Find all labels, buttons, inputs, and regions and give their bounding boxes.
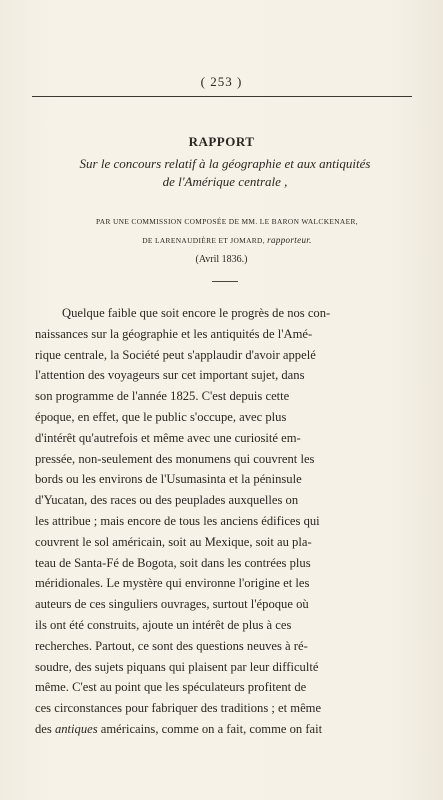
commission-line-2 (42, 231, 412, 250)
commission-credit (42, 213, 412, 250)
body-line: soudre, des sujets piquans qui plaisent par leur difficulté (35, 659, 319, 674)
body-line: pressée, non-seulement des monumens qui couvrent les (35, 451, 315, 466)
last-line-end: américains, comme on a fait, comme on fait (97, 721, 323, 736)
header-rule (32, 96, 412, 97)
body-paragraph (35, 303, 415, 740)
body-line: l'attention des voyageurs sur cet important sujet, dans (35, 368, 305, 383)
body-line: les attribue ; mais encore de tous les anciens édifices qui (35, 513, 320, 528)
last-line-italic: antiques (54, 721, 98, 736)
body-line: rique centrale, la Société peut s'applaudir d'avoir appelé (35, 347, 316, 362)
report-date: (Avril 1836.) (195, 254, 248, 265)
section-divider (212, 281, 238, 282)
body-line: teau de Santa-Fé de Bogota, soit dans les contrées plus (35, 555, 311, 570)
commission-role: rapporteur. (267, 235, 312, 245)
body-line: auteurs de ces singuliers ouvrages, surtout l'époque où (35, 597, 309, 612)
subtitle-line: de l'Amérique centrale , (162, 174, 288, 189)
body-line-last (35, 719, 415, 740)
body-line: ils ont été construits, ajoute un intérêt de plus à ces (35, 617, 292, 632)
body-line: bords ou les environs de l'Usumasinta et la péninsule (35, 472, 302, 487)
body-line: d'Yucatan, des races ou des peuplades auxquelles on (35, 493, 299, 508)
body-line: recherches. Partout, ce sont des questions neuves à ré- (35, 638, 308, 653)
page-number: ( 253 ) (200, 74, 243, 89)
last-line-start: des (35, 721, 55, 736)
commission-line-1: PAR UNE COMMISSION COMPOSÉE DE MM. LE BARON WALCKENAER, (96, 217, 358, 226)
body-line: naissances sur la géographie et les antiquités de l'Amé- (35, 326, 313, 341)
report-title: RAPPORT (188, 134, 255, 149)
body-line: couvrent le sol américain, soit au Mexique, soit au pla- (35, 534, 312, 549)
body-line: d'intérêt qu'autrefois et même avec une curiosité em- (35, 430, 301, 445)
body-line: même. C'est au point que les spéculateurs profitent de (35, 680, 307, 695)
commission-names: DE LARENAUDIÈRE ET JOMARD, (142, 236, 268, 245)
body-line: son programme de l'année 1825. C'est depuis cette (35, 389, 290, 404)
body-line: Quelque faible que soit encore le progrès de nos con- (62, 306, 331, 320)
subtitle-line: Sur le concours relatif à la géographie et aux antiquités (79, 156, 371, 171)
report-subtitle (60, 155, 390, 191)
body-line: époque, en effet, que le public s'occupe, avec plus (35, 409, 287, 424)
body-line: ces circonstances pour fabriquer des traditions ; et même (35, 701, 322, 716)
body-line: méridionales. Le mystère qui environne l'origine et les (35, 576, 310, 591)
